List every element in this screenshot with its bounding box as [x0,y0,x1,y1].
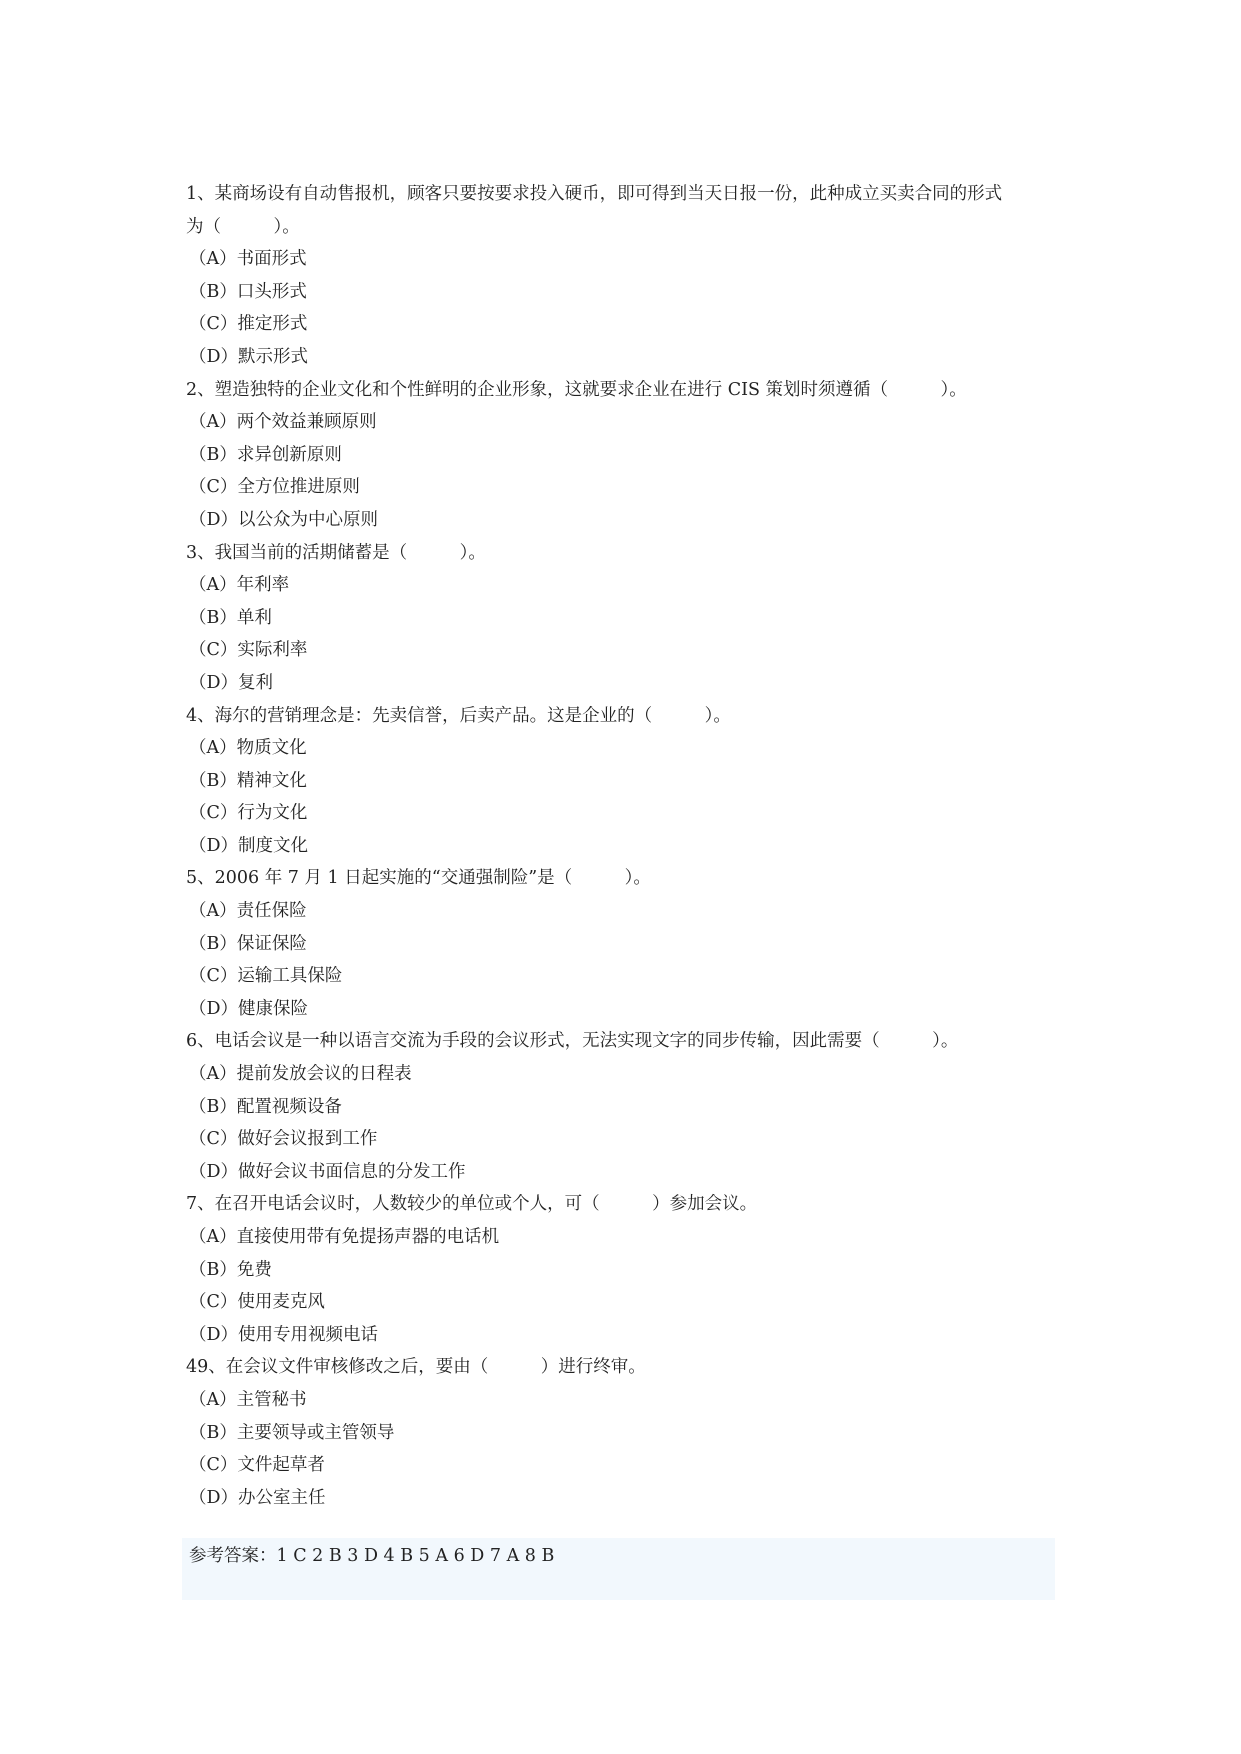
option-c: （C）运输工具保险 [189,966,343,987]
option-a: （A）书面形式 [189,249,307,270]
option-d: （D）以公众为中心原则 [189,509,379,530]
question-text: 3、我国当前的活期储蓄是（ ）。 [186,542,486,563]
question-text: 6、电话会议是一种以语言交流为手段的会议形式，无法实现文字的同步传输，因此需要（ ）。 [186,1031,959,1052]
answer-key: 参考答案：1 C 2 B 3 D 4 B 5 A 6 D 7 A 8 B [189,1546,555,1566]
option-d: （D）复利 [189,672,274,693]
option-a: （A）直接使用带有免提扬声器的电话机 [189,1227,500,1247]
option-b: （B）精神文化 [189,770,307,791]
question-block [186,862,1066,1025]
option-b: （B）求异创新原则 [189,444,342,465]
option-d: （D）制度文化 [189,835,309,856]
option-b: （B）配置视频设备 [189,1096,342,1117]
option-d: （D）做好会议书面信息的分发工作 [189,1161,466,1182]
option-a: （A）两个效益兼顾原则 [189,412,377,433]
option-c: （C）实际利率 [189,640,308,661]
option-c: （C）行为文化 [189,803,308,824]
option-d: （D）健康保险 [189,998,309,1019]
option-b: （B）口头形式 [189,281,307,302]
question-list [186,178,1066,1514]
question-block [186,700,1066,863]
question-block [186,178,1066,374]
option-c: （C）做好会议报到工作 [189,1129,378,1150]
option-c: （C）文件起草者 [189,1455,325,1476]
option-a: （A）物质文化 [189,738,307,759]
option-b: （B）单利 [189,607,272,628]
question-text: 5、2006 年 7 月 1 日起实施的“交通强制险”是（ ）。 [186,868,651,889]
option-a: （A）提前发放会议的日程表 [189,1064,412,1085]
option-b: （B）主要领导或主管领导 [189,1422,395,1443]
option-c: （C）推定形式 [189,314,308,335]
question-block [186,1188,1066,1351]
question-text: 4、海尔的营销理念是：先卖信誉，后卖产品。这是企业的（ ）。 [186,705,731,726]
option-a: （A）责任保险 [189,901,307,922]
question-block [186,1025,1066,1188]
option-a: （A）主管秘书 [189,1389,307,1410]
option-d: （D）默示形式 [189,346,309,367]
question-text: 49、在会议文件审核修改之后，要由（ ）进行终审。 [186,1357,646,1378]
option-d: （D）使用专用视频电话 [189,1324,379,1345]
question-block [186,374,1066,537]
question-text-continued: 为（ ）。 [186,216,300,237]
question-text: 2、塑造独特的企业文化和个性鲜明的企业形象，这就要求企业在进行 CIS 策划时须遵循（ ）。 [186,379,967,400]
question-block [186,1351,1066,1514]
option-c: （C）使用麦克风 [189,1292,325,1313]
question-text: 1、某商场设有自动售报机，顾客只要按要求投入硬币，即可得到当天日报一份，此种成立买卖合同的形式 [186,184,1003,204]
answer-panel [182,1538,1055,1600]
option-b: （B）免费 [189,1259,272,1280]
question-text: 7、在召开电话会议时，人数较少的单位或个人，可（ ）参加会议。 [186,1194,758,1215]
option-b: （B）保证保险 [189,933,307,954]
option-a: （A）年利率 [189,575,290,596]
option-c: （C）全方位推进原则 [189,477,360,498]
option-d: （D）办公室主任 [189,1487,326,1508]
question-block [186,537,1066,700]
